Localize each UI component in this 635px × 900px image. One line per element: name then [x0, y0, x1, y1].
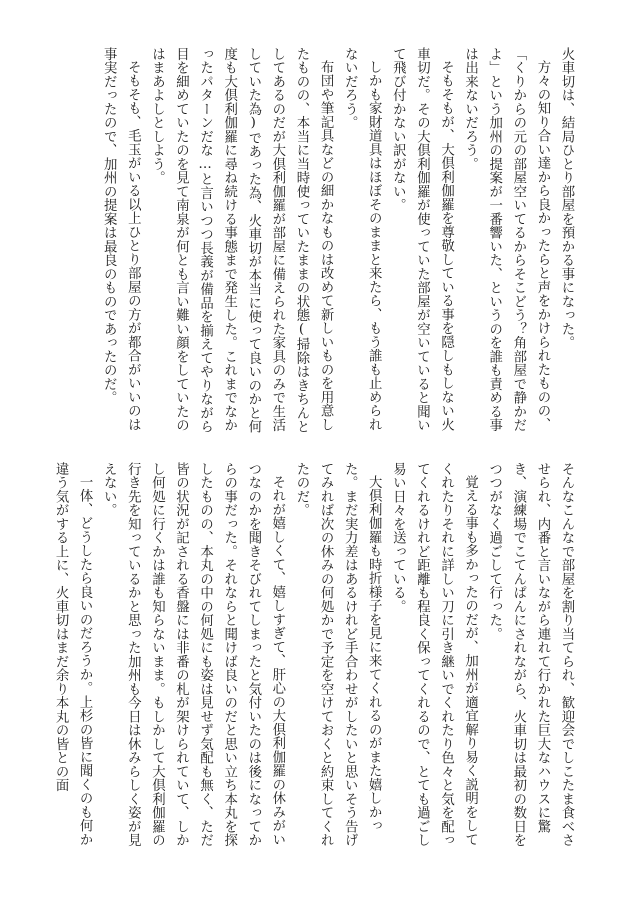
paragraph: 大倶利伽羅も時折様子を見に来てくれるのがまた嬉しかった。まだ実力差はあるけれど手合わせがしたいと思いそう告げてみれば次の休みの何処かで予定を空けておくと約束してくれたのだ。	[293, 462, 382, 847]
paragraph: そもそも、毛玉がいる以上ひとり部屋の方が都合がいいのは事実だったので、加州の提案は最良のものであったのだ。	[101, 47, 141, 432]
paragraph: 布団や筆記具などの細かなものは改めて新しいものを用意したものの、本当に当時使っていたままの状態(掃除はきちんとしてあるのだが大倶利伽羅が部屋に備えられた家具のみで生活していた為)であった為、火車切が本当に使って良いのかと何度も大倶利伽羅に尋ね続ける事態まで発生した。これまでなかったパターンだな…と言いつつ長義が備品を揃えてやりながら目を細めていたのを見て南泉が何とも言い難い顔をしていたのはまあよしとしよう。	[149, 47, 334, 434]
top-text-block	[66, 47, 578, 441]
paragraph: しかも家財道具はほぼそのままと来たら、もう誰も止められないだろう。	[342, 47, 382, 432]
paragraph: それが嬉しくて、嬉しすぎて、肝心の大倶利伽羅の休みがいつなのかを聞きそびれてしまったと気付いたのは後になってからの事だった。それならと聞けば良いのだと思い立ち本丸を探したものの、本丸の中の何処にも姿は見せず気配も無く、ただ皆の状況が記される香盤には非番の札が架けられていて、しかし何処に行くかは誰も知らないまま。もしかして大倶利伽羅の行き先を知っているかと思った加州も今日は休みらしく姿が見えない。	[101, 462, 285, 847]
bottom-text-block	[53, 462, 578, 856]
paragraph: 火車切は、結局ひとり部屋を預かる事になった。	[559, 47, 574, 350]
paragraph: 覚える事も多かったのだが、加州が適宜解り易く説明をしてくれたりそれに詳しい刀に引き継いでくれたり色々と気を配ってくれるけれど距離も程良く保ってくれるので、とても過ごし易い日々を送っている。	[390, 462, 478, 847]
paragraph: 方々の知り合い達から良かったらと声をかけられたものの、「くりからの元の部屋空いてるからそこどう？角部屋で静かだよ」という加州の提案が一番響いた、というのを誰も責める事は出来ないだろう。	[462, 47, 550, 432]
paragraph: そもそもが、大倶利伽羅を尊敬している事を隠しもしない火車切だ。その大倶利伽羅が使っていた部屋が空いていると聞いて飛び付かない訳がない。	[390, 47, 454, 432]
paragraph: 一体、どうしたら良いのだろうか。上杉の皆に聞くのも何か違う気がする上に、火車切はまだ余り本丸の皆との面	[53, 462, 93, 847]
paragraph: そんなこんなで部屋を割り当てられ、歓迎会でしこたま食べさせられ、内番と言いながら連れて行かれた巨大なハウスに驚き、演練場でこてんぱんにされながら、火車切は最初の数日をつつがなく過ごして行った。	[486, 462, 574, 847]
